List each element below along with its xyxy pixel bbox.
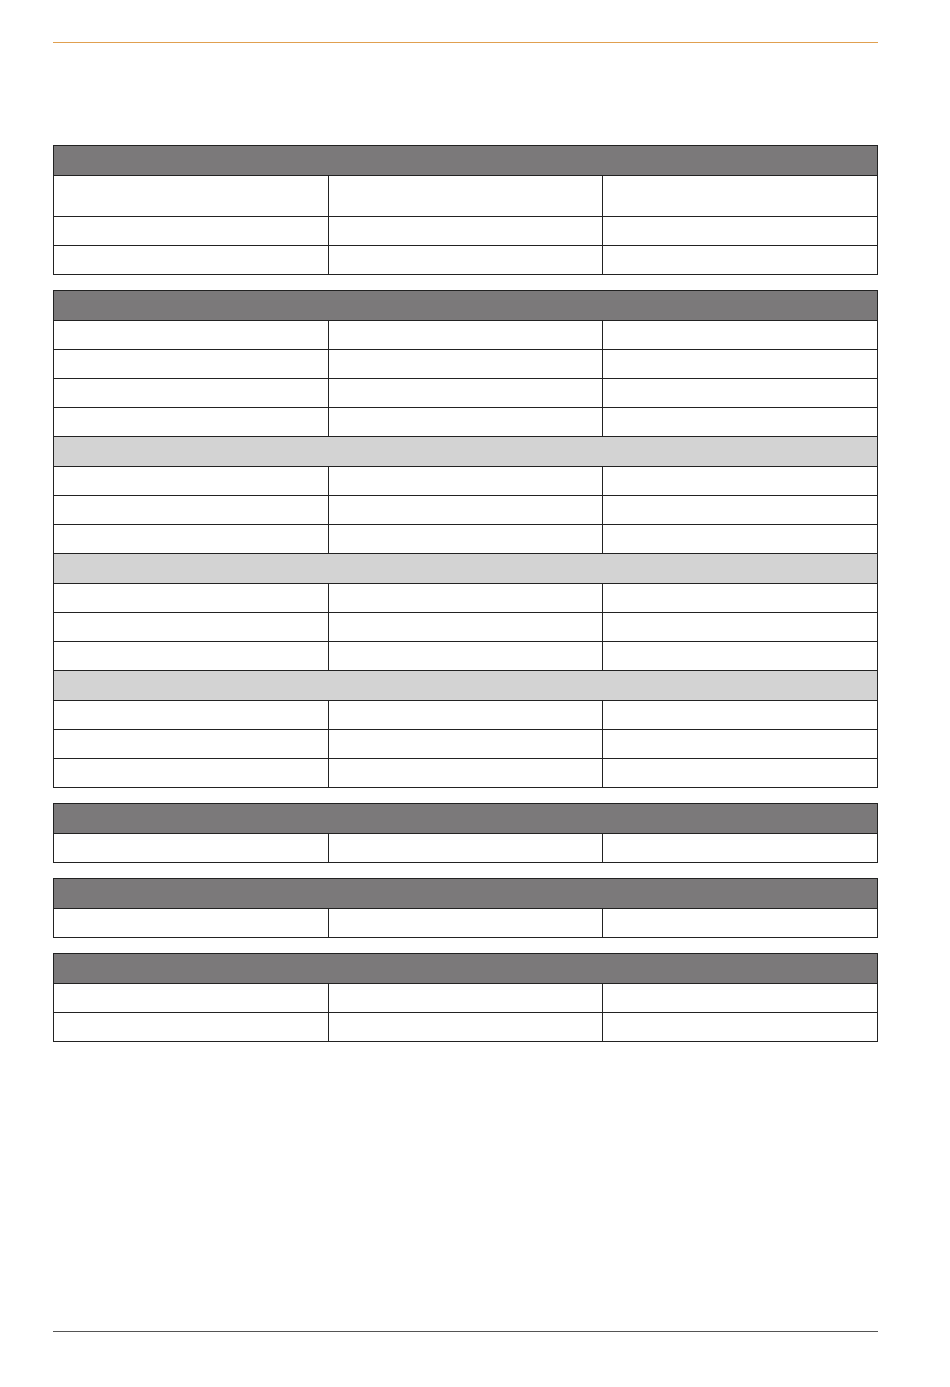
row-name	[54, 984, 329, 1013]
table-header-row	[54, 146, 878, 176]
table-row	[54, 701, 878, 730]
spec-table-4	[53, 878, 878, 938]
row-description	[603, 217, 878, 246]
table-header-row	[54, 804, 878, 834]
row-description	[603, 176, 878, 217]
row-description	[603, 909, 878, 938]
row-name	[54, 321, 329, 350]
row-description	[603, 246, 878, 275]
row-description	[603, 984, 878, 1013]
table-row	[54, 496, 878, 525]
row-value	[328, 350, 603, 379]
row-name	[54, 246, 329, 275]
table-header	[54, 146, 878, 176]
table-row	[54, 176, 878, 217]
table-gap	[53, 788, 878, 803]
table-row	[54, 379, 878, 408]
table-row	[54, 984, 878, 1013]
row-value	[328, 984, 603, 1013]
row-value	[328, 642, 603, 671]
row-name	[54, 408, 329, 437]
table-row	[54, 350, 878, 379]
row-value	[328, 408, 603, 437]
row-value	[328, 246, 603, 275]
row-description	[603, 467, 878, 496]
spec-table-5	[53, 953, 878, 1042]
row-name	[54, 642, 329, 671]
row-value	[328, 613, 603, 642]
row-name	[54, 584, 329, 613]
row-description	[603, 642, 878, 671]
table-row	[54, 217, 878, 246]
subsection-header-row	[54, 671, 878, 701]
table-row	[54, 759, 878, 788]
table-row	[54, 467, 878, 496]
row-name	[54, 379, 329, 408]
subsection-header-row	[54, 437, 878, 467]
row-name	[54, 613, 329, 642]
row-name	[54, 217, 329, 246]
table-header	[54, 879, 878, 909]
row-value	[328, 1013, 603, 1042]
spec-table-3	[53, 803, 878, 863]
table-header	[54, 954, 878, 984]
row-name	[54, 525, 329, 554]
table-row	[54, 642, 878, 671]
table-row	[54, 246, 878, 275]
table-header-row	[54, 291, 878, 321]
row-value	[328, 525, 603, 554]
subsection-header	[54, 554, 878, 584]
table-row	[54, 408, 878, 437]
row-value	[328, 321, 603, 350]
row-name	[54, 467, 329, 496]
row-value	[328, 909, 603, 938]
row-description	[603, 496, 878, 525]
spec-tables	[53, 145, 878, 1042]
row-value	[328, 584, 603, 613]
row-description	[603, 834, 878, 863]
row-description	[603, 613, 878, 642]
table-header-row	[54, 954, 878, 984]
row-description	[603, 379, 878, 408]
row-description	[603, 730, 878, 759]
row-value	[328, 217, 603, 246]
row-value	[328, 496, 603, 525]
row-description	[603, 408, 878, 437]
table-row	[54, 909, 878, 938]
table-row	[54, 584, 878, 613]
row-name	[54, 909, 329, 938]
table-row	[54, 525, 878, 554]
table-row	[54, 834, 878, 863]
row-description	[603, 321, 878, 350]
row-value	[328, 467, 603, 496]
row-value	[328, 730, 603, 759]
table-header-row	[54, 879, 878, 909]
spec-table-2	[53, 290, 878, 788]
table-row	[54, 321, 878, 350]
row-description	[603, 525, 878, 554]
spec-table-1	[53, 145, 878, 275]
row-name	[54, 176, 329, 217]
row-value	[328, 379, 603, 408]
row-name	[54, 730, 329, 759]
row-name	[54, 834, 329, 863]
table-gap	[53, 863, 878, 878]
row-description	[603, 701, 878, 730]
subsection-header	[54, 437, 878, 467]
row-name	[54, 350, 329, 379]
header-rule	[53, 42, 878, 43]
row-value	[328, 176, 603, 217]
table-row	[54, 1013, 878, 1042]
row-name	[54, 701, 329, 730]
footer-rule	[53, 1331, 878, 1332]
subsection-header	[54, 671, 878, 701]
table-gap	[53, 938, 878, 953]
row-value	[328, 834, 603, 863]
row-name	[54, 759, 329, 788]
row-name	[54, 496, 329, 525]
table-header	[54, 804, 878, 834]
row-value	[328, 701, 603, 730]
subsection-header-row	[54, 554, 878, 584]
table-gap	[53, 275, 878, 290]
row-description	[603, 759, 878, 788]
row-name	[54, 1013, 329, 1042]
row-value	[328, 759, 603, 788]
table-row	[54, 613, 878, 642]
row-description	[603, 584, 878, 613]
table-row	[54, 730, 878, 759]
row-description	[603, 1013, 878, 1042]
row-description	[603, 350, 878, 379]
table-header	[54, 291, 878, 321]
